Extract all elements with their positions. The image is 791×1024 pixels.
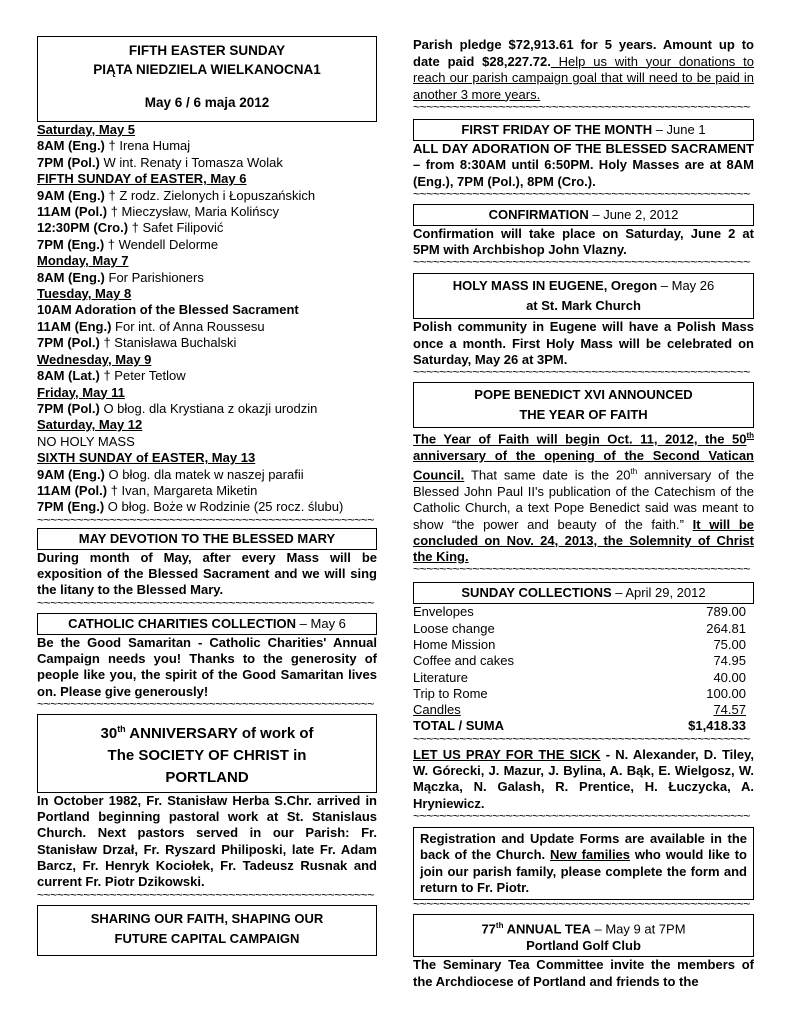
- schedule-note: NO HOLY MASS: [37, 433, 135, 449]
- charities-body: Be the Good Samaritan - Catholic Charities' Annual Campaign needs you! Thanks to the generosity of people like you, the spirit of the Good Samaritan lives on. Please give generously!: [37, 634, 377, 699]
- pope-line-2: THE YEAR OF FAITH: [519, 407, 648, 423]
- anniversary-line-3: PORTLAND: [165, 768, 249, 786]
- schedule-mass: [37, 155, 377, 171]
- sick-lead: LET US PRAY FOR THE SICK: [413, 746, 601, 762]
- schedule-day-heading: SIXTH SUNDAY of EASTER, May 13: [37, 450, 256, 466]
- tea-title: ANNUAL TEA: [503, 921, 591, 937]
- schedule-mass: [37, 237, 377, 253]
- schedule-mass: [37, 368, 377, 384]
- tea-sup: th: [495, 921, 504, 931]
- mass-intention: O błog. dla matek w naszej parafii: [104, 466, 304, 482]
- pope-underline-3: It will be concluded on Nov. 24, 2013, the Solemnity of Christ the King.: [413, 516, 754, 565]
- schedule-day-heading: Wednesday, May 9: [37, 351, 152, 367]
- collection-row: [413, 604, 754, 620]
- pope-sup-1: th: [746, 431, 754, 441]
- pledge-text: [413, 37, 754, 103]
- schedule-mass: [37, 188, 377, 204]
- tea-header: [413, 914, 754, 957]
- mass-intention: † Wendell Delorme: [104, 236, 219, 252]
- schedule-day-heading: Saturday, May 5: [37, 122, 136, 137]
- anniversary-header: [37, 714, 377, 793]
- divider: ~~~~~~~~~~~~~~~~~~~~~~~~~~~~~~~~~~~~~~~~~~~~~~~~~~~: [413, 734, 750, 744]
- mass-time: 11AM (Pol.): [37, 204, 108, 220]
- mass-time: 8AM (Eng.): [37, 138, 105, 154]
- collection-amount: 264.81: [706, 620, 746, 636]
- schedule-day-heading: FIFTH SUNDAY of EASTER, May 6: [37, 171, 247, 187]
- mass-intention: † Peter Tetlow: [99, 368, 186, 384]
- collection-label: Literature: [413, 669, 468, 685]
- mass-time: 8AM (Eng.): [37, 269, 105, 285]
- pope-text-1: That same date is the 20: [464, 467, 631, 483]
- schedule-mass: [37, 467, 377, 483]
- registration-new-families: New families: [550, 847, 631, 863]
- divider: ~~~~~~~~~~~~~~~~~~~~~~~~~~~~~~~~~~~~~~~~~~~~~~~~~~~: [37, 890, 374, 900]
- collection-label: Coffee and cakes: [413, 653, 514, 669]
- charities-header: [37, 613, 377, 635]
- mass-time: 12:30PM (Cro.): [37, 220, 129, 236]
- pope-text-2: anniversary of the Blessed John Paul II's publication of the Catechism of the Catholic Church, a text Pope Benedict said was meant to show “the power and beauty of the faith.”: [413, 467, 754, 532]
- divider: ~~~~~~~~~~~~~~~~~~~~~~~~~~~~~~~~~~~~~~~~~~~~~~~~~~~: [413, 565, 750, 575]
- eugene-line-2: at St. Mark Church: [526, 298, 641, 314]
- mass-time: 9AM (Eng.): [37, 187, 105, 203]
- collections-header: [413, 582, 754, 604]
- schedule-mass: [37, 483, 377, 499]
- mass-intention: O błog. dla Krystiana z okazji urodzin: [99, 400, 318, 416]
- collection-amount: 40.00: [713, 669, 746, 685]
- mass-time: 8AM (Lat.): [37, 368, 100, 384]
- collection-row: [413, 621, 754, 637]
- schedule-day-heading: Friday, May 11: [37, 384, 125, 400]
- schedule-mass: [37, 499, 377, 515]
- pope-header: [413, 382, 754, 428]
- mass-time: 7PM (Eng.): [37, 236, 105, 252]
- eugene-title: HOLY MASS IN EUGENE, Oregon: [452, 278, 658, 294]
- pope-line-1: POPE BENEDICT XVI ANNOUNCED: [474, 387, 693, 403]
- collection-row: [413, 653, 754, 669]
- divider: ~~~~~~~~~~~~~~~~~~~~~~~~~~~~~~~~~~~~~~~~~~~~~~~~~~~: [413, 368, 750, 378]
- title-line-2: PIĄTA NIEDZIELA WIELKANOCNA1: [93, 62, 321, 77]
- collection-label: Trip to Rome: [413, 685, 488, 701]
- collections-title: SUNDAY COLLECTIONS: [461, 585, 612, 601]
- campaign-line-1: SHARING OUR FAITH, SHAPING OUR: [90, 910, 324, 926]
- collections-date: – April 29, 2012: [611, 585, 706, 601]
- mass-time: 11AM (Eng.): [37, 318, 112, 334]
- eugene-body: Polish community in Eugene will have a Polish Mass once a month. First Holy Mass will be celebrated on Saturday, May 26 at 3PM.: [413, 319, 754, 368]
- pope-underline-2: anniversary of the opening of the Second Vatican Council.: [413, 448, 754, 483]
- pope-underline-1: The Year of Faith will begin Oct. 11, 2012, the 50: [413, 431, 747, 447]
- schedule-mass: [37, 335, 377, 351]
- schedule-day-heading: Monday, May 7: [37, 253, 129, 269]
- mass-intention: W int. Renaty i Tomasza Wolak: [99, 154, 283, 170]
- schedule-mass: [37, 138, 377, 154]
- mass-intention: † Mieczysław, Maria Kolińscy: [107, 204, 280, 220]
- divider: ~~~~~~~~~~~~~~~~~~~~~~~~~~~~~~~~~~~~~~~~~~~~~~~~~~~: [413, 811, 750, 821]
- registration-b: who would like to join our parish family, please complete the form and return to Fr. Piotr.: [420, 847, 747, 895]
- divider: ~~~~~~~~~~~~~~~~~~~~~~~~~~~~~~~~~~~~~~~~~~~~~~~~~~~: [37, 598, 374, 608]
- first-friday-body: ALL DAY ADORATION OF THE BLESSED SACRAMENT – from 8:30AM until 6:50PM. Holy Masses are at 8AM (Eng.), 7PM (Pol.), 8PM (Cro.).: [413, 141, 754, 189]
- anniversary-line-1: ANNIVERSARY of work of: [125, 724, 314, 742]
- anniversary-body: In October 1982, Fr. Stanisław Herba S.Chr. arrived in Portland beginning pastoral work at St. Stanislaus Church. Next pastors served in our Parish: Fr. Stanisław Drzał, Fr. Ryszard Philiposki, late Fr. Adam Barcz, Fr. Henryk Kociołek, Fr. Tadeusz Rusnak and current Fr. Piotr Dzikowski.: [37, 792, 377, 890]
- divider: ~~~~~~~~~~~~~~~~~~~~~~~~~~~~~~~~~~~~~~~~~~~~~~~~~~~: [413, 189, 750, 199]
- mass-intention: † Z rodz. Zielonych i Łopuszańskich: [104, 187, 316, 203]
- pledge-bold: Parish pledge $72,913.61 for 5 years. Amount up to date paid $28,227.72.: [413, 37, 754, 69]
- mass-intention: O błog. Boże w Rodzinie (25 rocz. ślubu): [104, 499, 344, 515]
- registration-box: [413, 827, 754, 900]
- first-friday-title: FIRST FRIDAY OF THE MONTH: [461, 122, 653, 137]
- collection-row: [413, 670, 754, 686]
- devotion-title: MAY DEVOTION TO THE BLESSED MARY: [78, 530, 336, 546]
- mass-intention: † Ivan, Margareta Miketin: [107, 482, 258, 498]
- mass-intention: For Parishioners: [104, 269, 204, 285]
- mass-intention: † Irena Humaj: [104, 138, 191, 154]
- right-column: [413, 37, 754, 990]
- confirmation-body: Confirmation will take place on Saturday, June 2 at 5PM with Archbishop John Vlazny.: [413, 225, 754, 258]
- schedule-mass: [37, 319, 377, 335]
- tea-number: 77: [481, 921, 496, 937]
- tea-body: The Seminary Tea Committee invite the members of the Archdiocese of Portland and friends to the: [413, 957, 754, 989]
- divider: ~~~~~~~~~~~~~~~~~~~~~~~~~~~~~~~~~~~~~~~~~~~~~~~~~~~: [37, 699, 374, 709]
- campaign-header: [37, 905, 377, 956]
- collection-amount: 789.00: [706, 604, 746, 620]
- collections-total-row: [413, 718, 754, 734]
- mass-time: 10AM Adoration of the Blessed Sacrament: [37, 302, 299, 318]
- mass-time: 9AM (Eng.): [37, 466, 105, 482]
- mass-time: 7PM (Pol.): [37, 335, 100, 351]
- collection-amount: 75.00: [713, 637, 746, 652]
- divider: ~~~~~~~~~~~~~~~~~~~~~~~~~~~~~~~~~~~~~~~~~~~~~~~~~~~: [413, 900, 750, 910]
- title-date: May 6 / 6 maja 2012: [144, 95, 270, 110]
- collection-row: [413, 637, 754, 653]
- collection-label: Home Mission: [413, 637, 496, 652]
- title-line-1: FIFTH EASTER SUNDAY: [128, 43, 286, 58]
- collections-table: [413, 604, 754, 734]
- mass-time: 7PM (Pol.): [37, 400, 100, 416]
- title-box: [37, 36, 377, 122]
- eugene-header: [413, 273, 754, 319]
- schedule-mass: [37, 302, 377, 318]
- total-label: TOTAL / SUMA: [413, 718, 504, 734]
- collection-label: Candles: [413, 702, 461, 718]
- total-amount: $1,418.33: [688, 718, 746, 734]
- anniversary-sup: th: [117, 723, 126, 734]
- tea-date: – May 9 at 7PM: [590, 921, 686, 937]
- charities-title: CATHOLIC CHARITIES COLLECTION: [68, 615, 297, 631]
- collection-amount: 100.00: [706, 685, 746, 701]
- divider: ~~~~~~~~~~~~~~~~~~~~~~~~~~~~~~~~~~~~~~~~~~~~~~~~~~~: [413, 103, 750, 112]
- mass-time: 7PM (Pol.): [37, 154, 100, 170]
- sick-names: - N. Alexander, D. Tiley, W. Górecki, J. Mazur, J. Bylina, A. Bąk, E. Wielgosz, W. Mączka, N. Galash, R. Prentice, H. Łuczycka, A. Hryniewicz.: [413, 746, 754, 811]
- anniversary-number: 30: [100, 724, 118, 742]
- collection-label: Loose change: [413, 620, 495, 636]
- devotion-body: During month of May, after every Mass will be exposition of the Blessed Sacrament and we will sing the litany to the Blessed Mary.: [37, 549, 377, 598]
- collection-amount: 74.95: [713, 653, 746, 669]
- schedule-day-heading: Saturday, May 12: [37, 417, 143, 433]
- sick-text: [413, 747, 754, 812]
- confirmation-date: – June 2, 2012: [588, 206, 679, 222]
- charities-date: – May 6: [296, 615, 346, 631]
- schedule-mass: [37, 220, 377, 236]
- pope-sup-2: th: [630, 467, 638, 477]
- divider: ~~~~~~~~~~~~~~~~~~~~~~~~~~~~~~~~~~~~~~~~~~~~~~~~~~~: [37, 515, 374, 525]
- collection-row: [413, 686, 754, 702]
- pledge-underlined: Help us with your donations to reach our parish campaign goal that will need to be paid in another 3 more years.: [413, 53, 754, 102]
- schedule-mass: [37, 401, 377, 417]
- devotion-header: [37, 528, 377, 550]
- pope-body: [413, 428, 754, 565]
- first-friday-header: [413, 119, 754, 141]
- left-column: [37, 36, 377, 956]
- anniversary-line-2: The SOCIETY OF CHRIST in: [107, 746, 307, 764]
- registration-a: Registration and Update Forms are available in the back of the Church.: [420, 830, 747, 863]
- mass-time: 11AM (Pol.): [37, 482, 108, 498]
- mass-intention: † Safet Filipović: [128, 220, 224, 236]
- eugene-date: – May 26: [657, 278, 715, 294]
- tea-line-2: Portland Golf Club: [526, 938, 641, 954]
- mass-schedule: [37, 122, 377, 516]
- divider: ~~~~~~~~~~~~~~~~~~~~~~~~~~~~~~~~~~~~~~~~~~~~~~~~~~~: [413, 258, 750, 268]
- collection-amount: 74.57: [713, 702, 746, 718]
- schedule-mass: [37, 204, 377, 220]
- mass-time: 7PM (Eng.): [37, 499, 105, 515]
- mass-intention: † Stanisława Buchalski: [99, 335, 237, 351]
- confirmation-header: [413, 204, 754, 226]
- first-friday-date: – June 1: [652, 122, 706, 137]
- collection-label: Envelopes: [413, 604, 474, 620]
- schedule-mass: [37, 270, 377, 286]
- confirmation-title: CONFIRMATION: [488, 206, 589, 222]
- collection-row: [413, 702, 754, 718]
- campaign-line-2: FUTURE CAPITAL CAMPAIGN: [114, 930, 300, 946]
- schedule-day-heading: Tuesday, May 8: [37, 286, 132, 302]
- mass-intention: For int. of Anna Roussesu: [111, 318, 265, 334]
